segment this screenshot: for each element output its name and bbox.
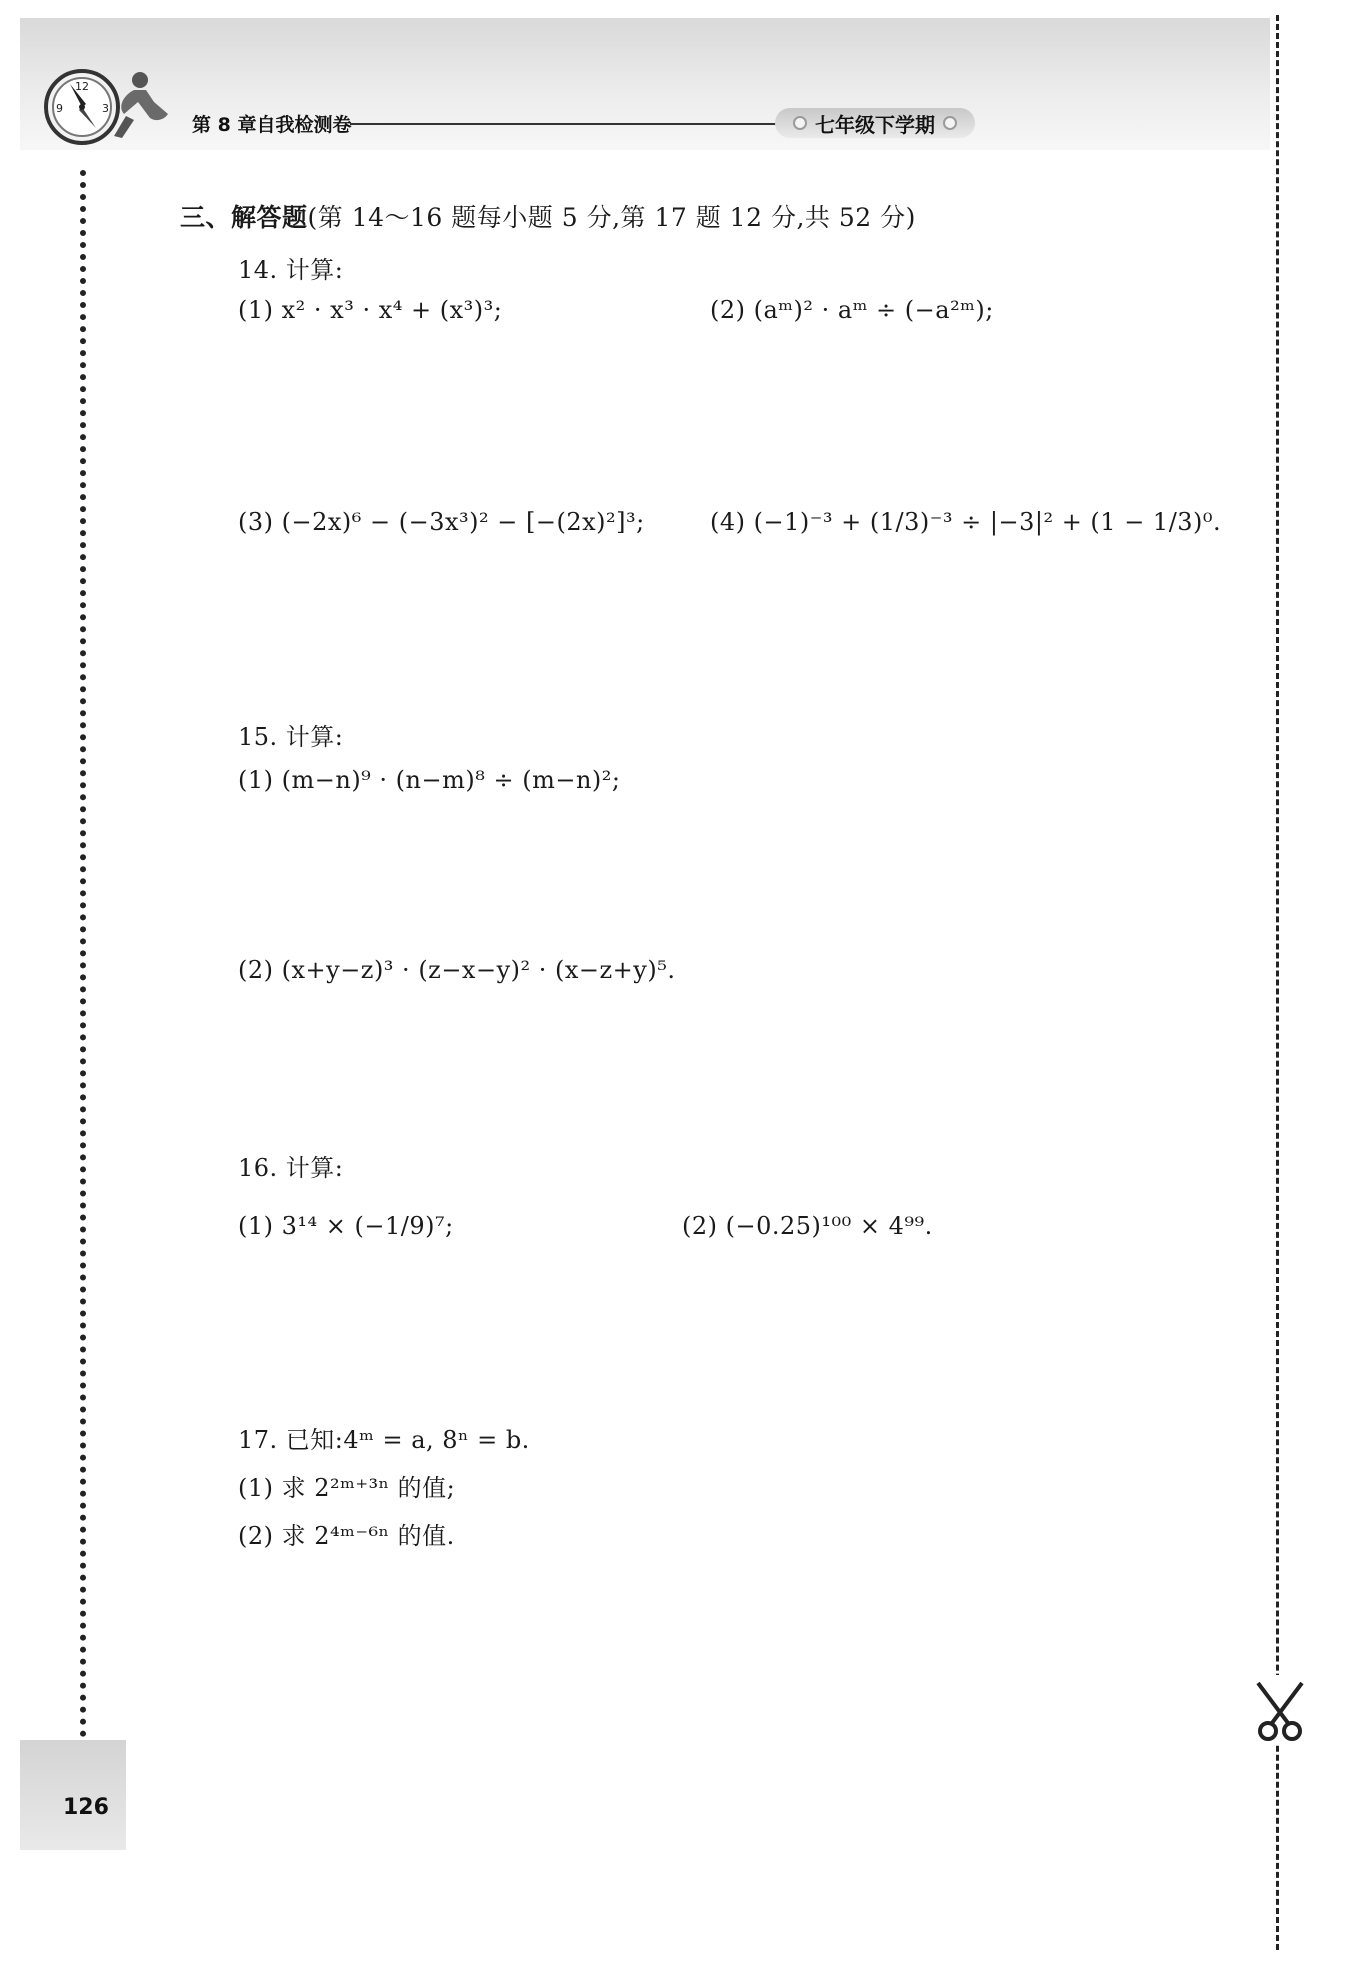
svg-text:9: 9 [56,102,63,115]
chapter-title: 第 8 章自我检测卷 [192,114,352,136]
grade-label: 七年级下学期 [815,112,935,137]
cut-dashed-line [1276,15,1279,1950]
q14-part-4: (4) (−1)⁻³ + (1/3)⁻³ ÷ |−3|² + (1 − 1/3)⁰. [710,508,1222,536]
q16-part-1: (1) 3¹⁴ × (−1/9)⁷; [238,1212,454,1240]
binding-dotted-line [80,170,86,1750]
clock-runner-logo-icon [42,62,172,152]
q17-title: 17. 已知:4ᵐ = a, 8ⁿ = b. [238,1426,530,1454]
scissors-icon [1248,1675,1312,1745]
q17-part-2: (2) 求 2⁴ᵐ⁻⁶ⁿ 的值. [238,1522,455,1550]
section-heading-note: (第 14～16 题每小题 5 分,第 17 题 12 分,共 52 分) [307,203,916,232]
page-number: 126 [63,1795,109,1820]
q17-part-1: (1) 求 2²ᵐ⁺³ⁿ 的值; [238,1474,456,1502]
svg-text:3: 3 [102,102,109,115]
q15-part-1: (1) (m−n)⁹ · (n−m)⁸ ÷ (m−n)²; [238,766,621,794]
q16-title: 16. 计算: [238,1154,344,1182]
grade-badge [775,108,975,138]
q14-part-2: (2) (aᵐ)² · aᵐ ÷ (−a²ᵐ); [710,296,994,324]
q14-title: 14. 计算: [238,256,344,284]
q15-part-2: (2) (x+y−z)³ · (z−x−y)² · (x−z+y)⁵. [238,956,676,984]
section-heading-label: 三、解答题 [180,203,308,232]
q15-title: 15. 计算: [238,723,344,751]
header-rule [350,123,780,125]
svg-text:12: 12 [75,80,89,93]
section-heading [180,198,916,234]
q16-part-2: (2) (−0.25)¹⁰⁰ × 4⁹⁹. [682,1212,933,1240]
q14-part-1: (1) x² · x³ · x⁴ + (x³)³; [238,296,503,324]
q14-part-3: (3) (−2x)⁶ − (−3x³)² − [−(2x)²]³; [238,508,645,536]
